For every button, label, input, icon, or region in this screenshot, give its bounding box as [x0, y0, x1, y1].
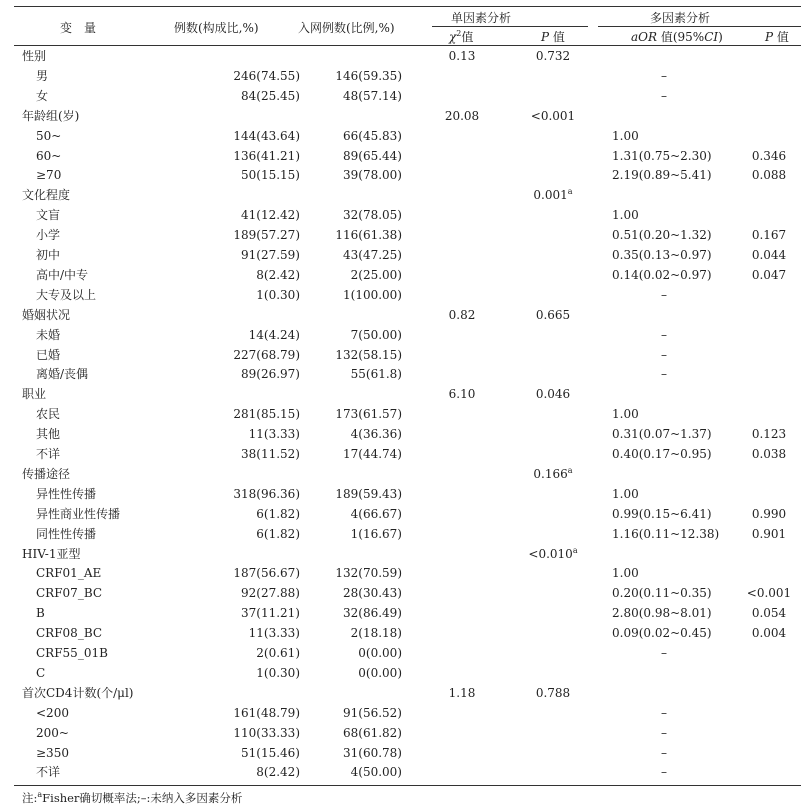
cell-variable: 农民: [36, 407, 61, 422]
cell-count: 1(0.30): [256, 287, 300, 302]
table-row: [14, 205, 801, 225]
cell-aor: –: [661, 725, 667, 740]
cell-count: 187(56.67): [233, 566, 300, 581]
cell-p-multivariate: 0.346: [751, 148, 787, 163]
cell-aor: 1.00: [612, 407, 639, 422]
cell-network: 17(44.74): [343, 447, 402, 461]
cell-network: 32(78.05): [343, 208, 402, 223]
table-row: [14, 66, 801, 86]
header-p1: P 值: [541, 30, 565, 44]
table-row: [14, 325, 801, 345]
cell-variable: ≥350: [36, 745, 69, 760]
cell-variable: 小学: [36, 228, 61, 243]
cell-aor: 0.51(0.20~1.32): [612, 228, 712, 243]
header-count: 例数(构成比,%): [174, 21, 259, 35]
table-category-row: [14, 384, 801, 404]
cell-variable: 50~: [36, 128, 62, 143]
table-row: [14, 245, 801, 265]
cell-variable: 婚姻状况: [22, 307, 71, 322]
cell-aor: –: [661, 287, 667, 302]
cell-aor: –: [661, 646, 667, 660]
table-row: [14, 603, 801, 623]
cell-p-univariate: <0.010$^a$: [528, 545, 578, 561]
table-category-row: [14, 464, 801, 484]
cell-count: 8(2.42): [256, 267, 300, 282]
cell-count: 11(3.33): [248, 427, 300, 442]
cell-aor: 1.00: [612, 486, 639, 501]
cell-aor: –: [661, 745, 667, 760]
univariate-span-rule: [432, 26, 588, 27]
cell-chi2: 6.10: [448, 387, 476, 402]
cell-chi2: 1.18: [448, 685, 476, 700]
header-network: 入网例数(比例,%): [298, 21, 395, 35]
cell-aor: 1.00: [612, 566, 639, 581]
cell-variable: 未婚: [36, 327, 61, 342]
cell-variable: 60~: [36, 148, 62, 163]
cell-count: 8(2.42): [256, 765, 300, 780]
cell-variable: 异性商业性传播: [36, 506, 121, 521]
cell-count: 41(12.42): [241, 208, 300, 223]
table-row: [14, 762, 801, 782]
cell-network: 189(59.43): [335, 486, 402, 501]
cell-variable: 200~: [36, 725, 69, 740]
cell-variable: 传播途径: [22, 466, 71, 481]
table-footnote: 注:$^a$Fisher确切概率法;–:未纳入多因素分析: [22, 790, 243, 805]
table-category-row: [14, 185, 801, 205]
cell-count: 227(68.79): [233, 347, 300, 362]
cell-p-multivariate: <0.001: [746, 586, 792, 601]
cell-count: 281(85.15): [233, 407, 300, 422]
cell-aor: 1.00: [612, 208, 639, 223]
cell-variable: 不详: [36, 447, 61, 461]
cell-variable: CRF07_BC: [36, 586, 103, 601]
cell-count: 246(74.55): [233, 68, 300, 83]
cell-p-multivariate: 0.088: [751, 168, 787, 183]
cell-variable: <200: [36, 705, 69, 720]
cell-network: 66(45.83): [343, 128, 402, 143]
cell-count: 2(0.61): [256, 646, 300, 660]
cell-aor: 0.09(0.02~0.45): [612, 626, 712, 641]
cell-network: 31(60.78): [343, 745, 402, 760]
cell-p-univariate: 0.001$^a$: [533, 187, 573, 203]
cell-aor: 0.20(0.11~0.35): [612, 586, 712, 601]
table-row: [14, 703, 801, 723]
cell-aor: –: [661, 347, 667, 362]
cell-p-multivariate: 0.004: [751, 626, 787, 641]
cell-p-univariate: <0.001: [530, 108, 576, 123]
cell-network: 2(18.18): [350, 626, 402, 641]
cell-variable: 文化程度: [22, 188, 71, 203]
cell-variable: CRF08_BC: [36, 626, 103, 641]
table-row: [14, 484, 801, 504]
cell-network: 132(70.59): [335, 566, 402, 581]
table-row: [14, 225, 801, 245]
cell-network: 28(30.43): [343, 586, 402, 601]
cell-aor: 0.35(0.13~0.97): [612, 248, 712, 262]
cell-aor: 1.16(0.11~12.38): [612, 526, 720, 541]
table-category-row: [14, 106, 801, 126]
cell-variable: 不详: [36, 765, 61, 780]
cell-variable: 异性性传播: [36, 486, 97, 501]
cell-chi2: 20.08: [444, 108, 480, 123]
cell-count: 84(25.45): [241, 88, 300, 103]
cell-aor: –: [661, 765, 667, 780]
cell-network: 68(61.82): [343, 725, 402, 740]
cell-variable: 大专及以上: [36, 287, 97, 302]
table-row: [14, 643, 801, 663]
cell-variable: 职业: [22, 387, 47, 402]
cell-network: 39(78.00): [343, 168, 402, 183]
header-chi2: $\chi^2$值: [449, 29, 474, 44]
header-aor: aOR 值(95%CI): [631, 30, 723, 44]
cell-aor: –: [661, 367, 667, 382]
cell-variable: CRF55_01B: [36, 646, 108, 660]
cell-count: 189(57.27): [233, 228, 300, 243]
cell-aor: –: [661, 327, 667, 342]
multivariate-span-rule: [598, 26, 801, 27]
table-row: [14, 404, 801, 424]
cell-count: 14(4.24): [248, 327, 300, 342]
cell-count: 89(26.97): [241, 367, 300, 382]
cell-variable: 离婚/丧偶: [36, 367, 89, 382]
cell-variable: 男: [36, 68, 49, 83]
cell-network: 4(50.00): [350, 765, 402, 780]
table-row: [14, 583, 801, 603]
cell-count: 6(1.82): [256, 506, 300, 521]
table-row: [14, 126, 801, 146]
header-univariate: 单因素分析: [451, 11, 512, 25]
cell-p-multivariate: 0.990: [751, 506, 787, 521]
cell-aor: 0.14(0.02~0.97): [612, 267, 712, 282]
cell-count: 50(15.15): [241, 168, 300, 183]
cell-aor: 2.80(0.98~8.01): [612, 606, 712, 621]
table-row: [14, 663, 801, 683]
cell-network: 1(16.67): [350, 526, 402, 541]
cell-aor: 2.19(0.89~5.41): [612, 168, 712, 183]
cell-p-univariate: 0.046: [535, 387, 571, 402]
cell-count: 144(43.64): [233, 128, 300, 143]
cell-chi2: 0.13: [448, 49, 476, 63]
table-category-row: [14, 544, 801, 564]
cell-network: 173(61.57): [335, 407, 402, 422]
table-row: [14, 265, 801, 285]
cell-count: 51(15.46): [241, 745, 300, 760]
table-row: [14, 345, 801, 365]
cell-network: 91(56.52): [343, 705, 402, 720]
cell-network: 4(36.36): [350, 427, 402, 442]
cell-network: 89(65.44): [343, 148, 402, 163]
cell-variable: 首次CD4计数(个/μl): [22, 685, 134, 700]
cell-variable: 同性性传播: [36, 526, 97, 541]
cell-variable: B: [36, 606, 45, 621]
cell-network: 2(25.00): [350, 267, 402, 282]
cell-p-multivariate: 0.123: [751, 427, 787, 442]
cell-network: 0(0.00): [358, 646, 402, 660]
cell-p-univariate: 0.166$^a$: [533, 465, 573, 481]
table-category-row: [14, 305, 801, 325]
cell-variable: 已婚: [36, 347, 61, 362]
cell-aor: 1.00: [612, 128, 639, 143]
cell-p-univariate: 0.732: [535, 49, 571, 63]
table-row: [14, 285, 801, 305]
cell-p-multivariate: 0.901: [751, 526, 787, 541]
table-bottom-rule: [14, 785, 801, 786]
cell-variable: 高中/中专: [36, 267, 89, 282]
cell-count: 38(11.52): [241, 447, 300, 461]
cell-p-univariate: 0.665: [535, 307, 571, 322]
table-row: [14, 623, 801, 643]
cell-p-multivariate: 0.167: [751, 228, 787, 243]
table-row: [14, 444, 801, 464]
cell-variable: 文盲: [36, 208, 61, 223]
cell-count: 136(41.21): [233, 148, 300, 163]
cell-aor: 0.31(0.07~1.37): [612, 427, 712, 442]
cell-chi2: 0.82: [448, 307, 476, 322]
cell-variable: 其他: [36, 427, 61, 442]
cell-count: 37(11.21): [241, 606, 300, 621]
cell-network: 1(100.00): [343, 287, 402, 302]
table-row: [14, 504, 801, 524]
cell-count: 1(0.30): [256, 665, 300, 680]
cell-aor: –: [661, 88, 667, 103]
cell-count: 161(48.79): [233, 705, 300, 720]
cell-variable: C: [36, 665, 46, 680]
cell-network: 43(47.25): [343, 248, 402, 262]
cell-variable: 初中: [36, 248, 61, 262]
cell-variable: ≥70: [36, 168, 62, 183]
cell-network: 116(61.38): [335, 228, 402, 243]
table-row: [14, 743, 801, 763]
cell-aor: –: [661, 705, 667, 720]
cell-network: 132(58.15): [335, 347, 402, 362]
cell-network: 7(50.00): [350, 327, 402, 342]
cell-p-multivariate: 0.044: [751, 248, 787, 262]
cell-aor: 1.31(0.75~2.30): [612, 148, 712, 163]
table-category-row: [14, 683, 801, 703]
cell-network: 146(59.35): [335, 68, 402, 83]
cell-variable: 女: [36, 88, 49, 103]
cell-network: 32(86.49): [343, 606, 402, 621]
cell-count: 92(27.88): [241, 586, 300, 601]
cell-p-multivariate: 0.047: [751, 267, 787, 282]
header-p2: P 值: [765, 30, 789, 44]
header-multivariate: 多因素分析: [650, 11, 711, 25]
table-row: [14, 524, 801, 544]
cell-count: 11(3.33): [248, 626, 300, 641]
cell-count: 91(27.59): [241, 248, 300, 262]
cell-count: 6(1.82): [256, 526, 300, 541]
cell-variable: 年龄组(岁): [22, 108, 80, 123]
cell-network: 48(57.14): [343, 88, 402, 103]
cell-network: 4(66.67): [350, 506, 402, 521]
cell-aor: 0.40(0.17~0.95): [612, 447, 712, 461]
table-row: [14, 563, 801, 583]
cell-aor: 0.99(0.15~6.41): [612, 506, 712, 521]
cell-variable: HIV-1亚型: [22, 546, 81, 561]
cell-p-multivariate: 0.038: [751, 447, 787, 461]
table-category-row: [14, 46, 801, 66]
cell-variable: 性别: [22, 49, 47, 63]
table-row: [14, 364, 801, 384]
cell-network: 0(0.00): [358, 665, 402, 680]
header-variable: 变 量: [60, 21, 97, 35]
table-row: [14, 146, 801, 166]
table-row: [14, 723, 801, 743]
table-row: [14, 86, 801, 106]
cell-network: 55(61.8): [350, 367, 402, 382]
cell-p-multivariate: 0.054: [751, 606, 787, 621]
cell-count: 318(96.36): [233, 486, 300, 501]
table-row: [14, 424, 801, 444]
cell-variable: CRF01_AE: [36, 566, 102, 581]
table-row: [14, 165, 801, 185]
cell-p-univariate: 0.788: [535, 685, 571, 700]
cell-count: 110(33.33): [233, 725, 300, 740]
cell-aor: –: [661, 68, 667, 83]
